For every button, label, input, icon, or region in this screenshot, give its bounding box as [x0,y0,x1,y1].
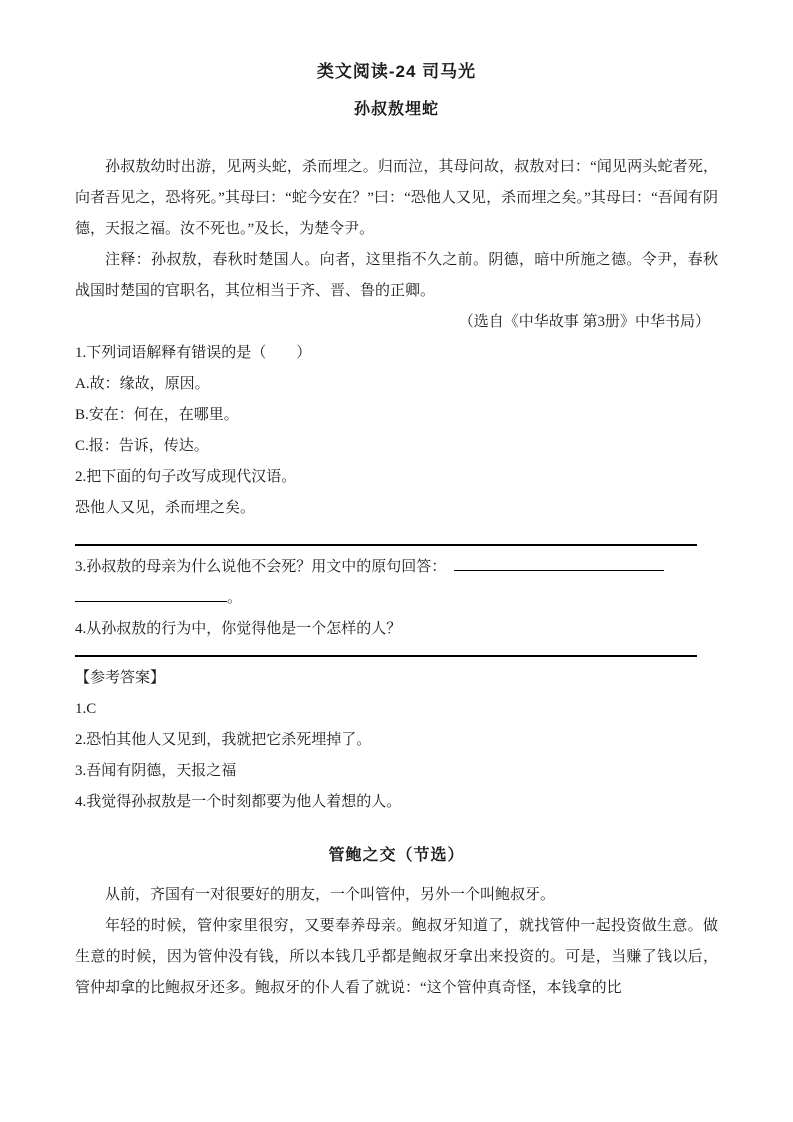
question-3-answer-blank-line [454,557,664,571]
question-3-text: 3.孙叔敖的母亲为什么说他不会死？用文中的原句回答： [75,559,447,575]
answer-1: 1.C [75,701,97,717]
document-title: 类文阅读-24 司马光 [316,62,477,81]
section1-title: 孙叔敖埋蛇 [353,101,439,118]
section1-notes: 注释：孙叔敖，春秋时楚国人。向者，这里指不久之前。阴德，暗中所施之德。令尹，春秋战国时楚国的官职名，其位相当于齐、晋、鲁的正卿。 [75,252,718,299]
section2-title: 管鲍之交（节选） [328,847,465,864]
section2-paragraph-2: 年轻的时候，管仲家里很穷，又要奉养母亲。鲍叔牙知道了，就找管仲一起投资做生意。做生意的时候，因为管仲没有钱，所以本钱几乎都是鲍叔牙拿出来投资的。可是，当赚了钱以后，管仲却拿的比鲍叔牙还多。鲍叔牙的仆人看了就说：“这个管仲真奇怪，本钱拿的比 [75,918,718,996]
question-3 [75,552,718,583]
answer-2: 2.恐怕其他人又见到，我就把它杀死埋掉了。 [75,732,372,748]
answer-4: 4.我觉得孙叔敖是一个时刻都要为他人着想的人。 [75,794,402,810]
question-2: 2.把下面的句子改写成现代汉语。 [75,469,297,485]
section1-source: （选自《中华故事 第3册》中华书局） [458,314,710,330]
question-3-answer-blank-line-2 [75,588,227,602]
answer-3: 3.吾闻有阴德，天报之福 [75,763,237,779]
section1-passage: 孙叔敖幼时出游，见两头蛇，杀而埋之。归而泣，其母问故，叔敖对曰：“闻见两头蛇者死，向者吾见之，恐将死。”其母曰：“蛇今安在？”曰：“恐他人又见，杀而埋之矣。”其母曰：“吾闻有阴德，天报之福。汝不死也。”及长，为楚令尹。 [75,159,718,237]
question-1: 1.下列词语解释有错误的是（ ） [75,345,312,361]
question-3-tail-punctuation: 。 [227,590,243,606]
question-1-option-b: B.安在：何在，在哪里。 [75,407,239,423]
question-4-answer-blank-line [75,645,697,657]
question-2-answer-blank-line [75,524,697,546]
question-3-continuation [75,583,718,614]
reference-answers-header: 【参考答案】 [75,670,166,686]
question-4: 4.从孙叔敖的行为中，你觉得他是一个怎样的人？ [75,621,402,637]
question-2-sentence: 恐他人又见，杀而埋之矣。 [75,500,256,516]
question-1-option-a: A.故：缘故，原因。 [75,376,210,392]
question-1-option-c: C.报：告诉，传达。 [75,438,209,454]
section2-paragraph-1: 从前，齐国有一对很要好的朋友，一个叫管仲，另外一个叫鲍叔牙。 [105,887,556,903]
